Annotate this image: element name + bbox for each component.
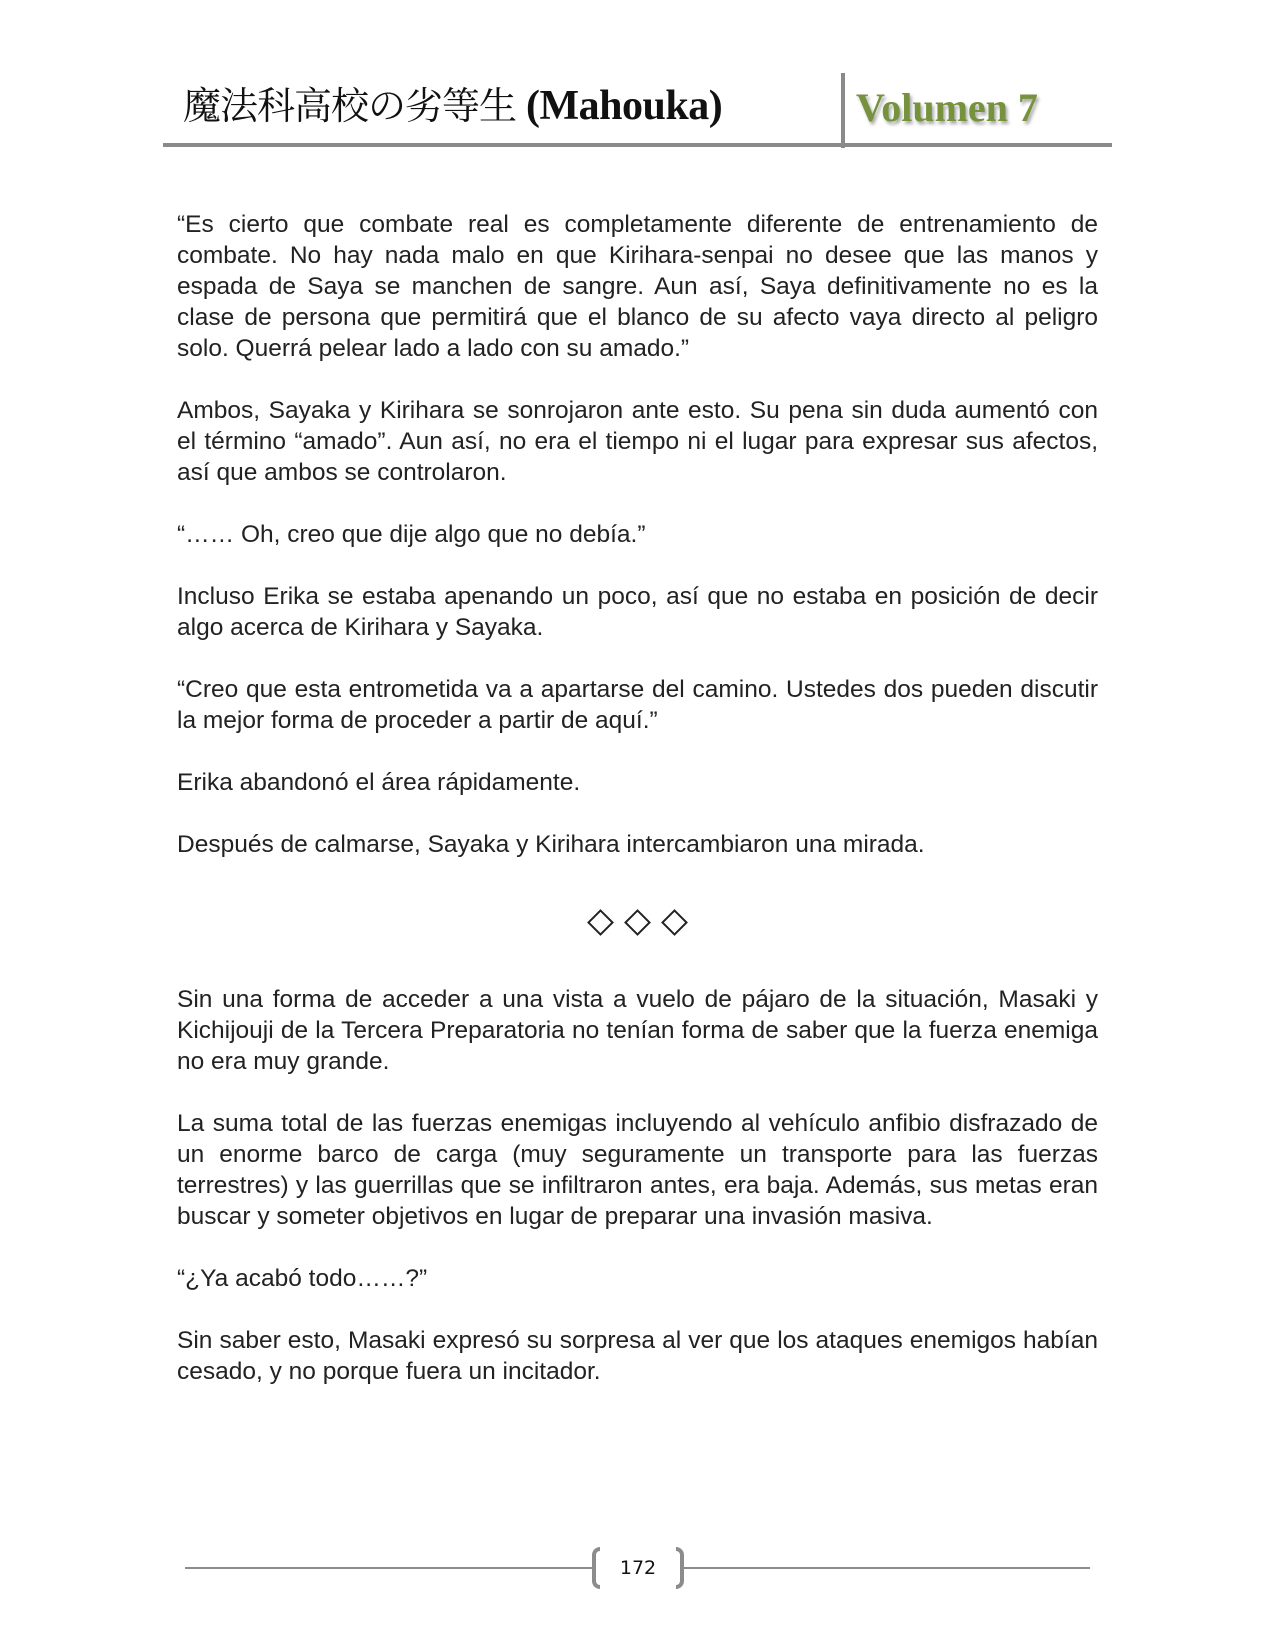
header-title-english: (Mahouka) xyxy=(526,83,723,129)
diamond-outline-icon xyxy=(624,909,651,936)
paragraph: Ambos, Sayaka y Kirihara se sonrojaron ante esto. Su pena sin duda aumentó con el término “amado”. Aun así, no era el tiempo ni el lugar para expresar sus afectos, así que ambos se controlaron. xyxy=(177,397,1098,486)
page-number: 172 xyxy=(619,1557,657,1579)
paragraph: Sin saber esto, Masaki expresó su sorpresa al ver que los ataques enemigos habían cesado, y no porque fuera un incitador. xyxy=(177,1327,1098,1385)
footer-rule-right xyxy=(684,1567,1090,1569)
paragraph: Sin una forma de acceder a una vista a vuelo de pájaro de la situación, Masaki y Kichijouji de la Tercera Preparatoria no tenían forma de saber que la fuerza enemiga no era muy grande. xyxy=(177,986,1098,1075)
diamond-outline-icon xyxy=(661,909,688,936)
left-bracket-icon xyxy=(592,1547,600,1589)
paragraph: Después de calmarse, Sayaka y Kirihara intercambiaron una mirada. xyxy=(177,831,925,858)
footer-rule-left xyxy=(185,1567,593,1569)
diamond-outline-icon xyxy=(587,909,614,936)
paragraph: Erika abandonó el área rápidamente. xyxy=(177,769,581,796)
paragraph: Incluso Erika se estaba apenando un poco, así que no estaba en posición de decir algo acerca de Kirihara y Sayaka. xyxy=(177,583,1098,641)
scene-separator xyxy=(177,891,1098,953)
header-horizontal-rule xyxy=(163,143,1112,147)
right-bracket-icon xyxy=(676,1547,684,1589)
paragraph: “Creo que esta entrometida va a apartarse del camino. Ustedes dos pueden discutir la mejor forma de proceder a partir de aquí.” xyxy=(177,676,1098,734)
header-vertical-divider xyxy=(841,73,845,148)
paragraph: “Es cierto que combate real es completamente diferente de entrenamiento de combate. No hay nada malo en que Kirihara-senpai no desee que las manos y espada de Saya se manchen de sangre. Aun así, Saya definitivamente no es la clase de persona que permitirá que el blanco de su afecto vaya directo al peligro solo. Querrá pelear lado a lado con su amado.” xyxy=(177,211,1098,362)
page-body xyxy=(177,209,1098,1418)
paragraph: La suma total de las fuerzas enemigas incluyendo al vehículo anfibio disfrazado de un enorme barco de carga (muy seguramente un transporte para las fuerzas terrestres) y las guerrillas que se infiltraron antes, era baja. Además, sus metas eran buscar y someter objetivos en lugar de preparar una invasión masiva. xyxy=(177,1110,1098,1230)
header-title-japanese: 魔法科高校の劣等生 xyxy=(183,84,517,128)
header-volume-label: Volumen 7 xyxy=(856,85,1038,130)
paragraph: “¿Ya acabó todo……?” xyxy=(177,1265,428,1292)
paragraph: “…… Oh, creo que dije algo que no debía.” xyxy=(177,521,646,548)
header-title xyxy=(183,76,828,136)
